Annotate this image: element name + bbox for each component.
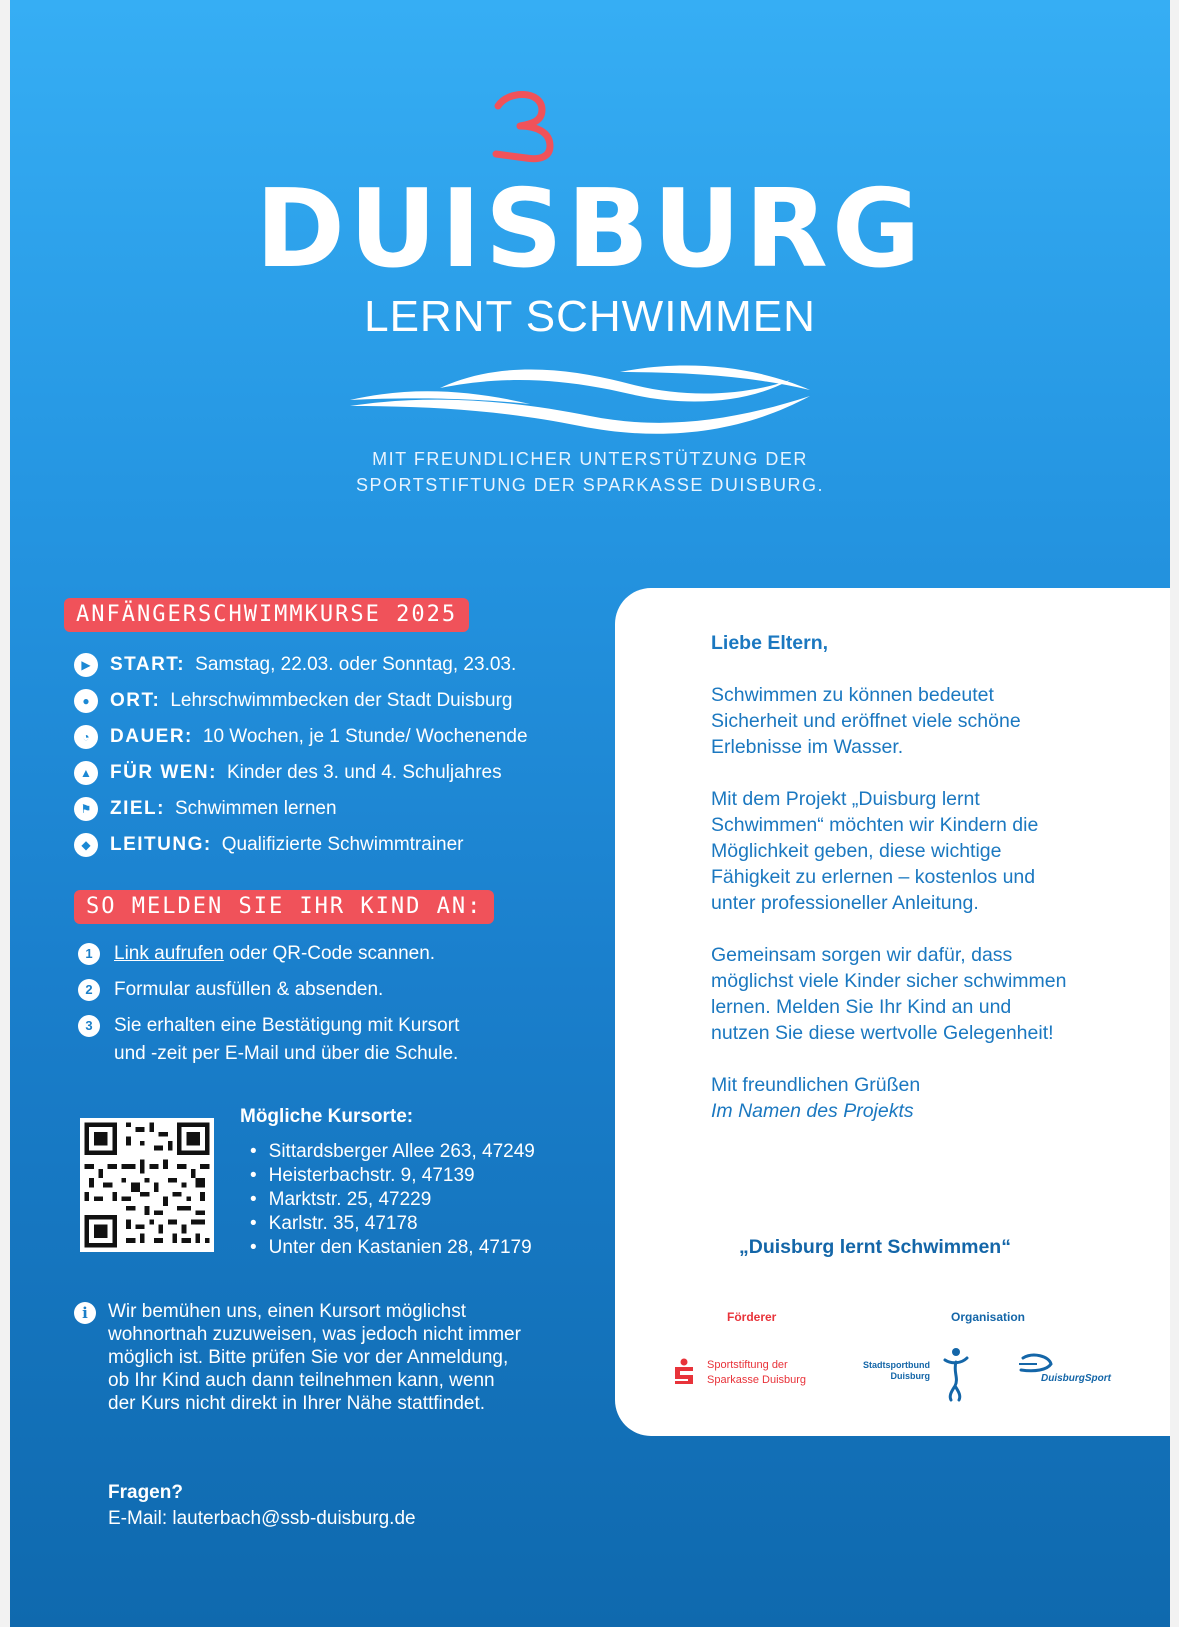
letter-paragraph-1: Schwimmen zu können bedeutet Sicherheit und eröffnet viele schöne Erlebnisse im Wasser.	[711, 684, 1021, 758]
course-heading: ANFÄNGERSCHWIMMKURSE 2025	[64, 598, 469, 632]
fact-label: START:	[110, 654, 186, 675]
letter-paragraph-2: Mit dem Projekt „Duisburg lernt Schwimmen“ möchten wir Kindern die Möglichkeit geben, diese wichtige Fähigkeit zu erlernen – kostenlos und unter professioneller Anleitung.	[711, 788, 1039, 914]
register-heading: SO MELDEN SIE IHR KIND AN:	[74, 890, 494, 924]
list-item: • Karlstr. 35, 47178	[250, 1212, 535, 1236]
sparkasse-line-2: Sparkasse Duisburg	[707, 1374, 807, 1386]
waves-icon	[350, 360, 840, 440]
letter-project-name: „Duisburg lernt Schwimmen“	[739, 1236, 1011, 1258]
letter-signature: Im Namen des Projekts	[711, 1100, 914, 1122]
support-line-1: MIT FREUNDLICHER UNTERSTÜTZUNG DER	[372, 449, 808, 469]
sparkasse-logo-icon	[673, 1358, 695, 1384]
info-note	[74, 1300, 524, 1415]
step-text-line-2: und -zeit per E-Mail und über die Schule.	[114, 1043, 459, 1064]
organisation-label: Organisation	[951, 1310, 1026, 1324]
title-duisburg: DUISBURG	[255, 167, 925, 292]
ssb-text	[863, 1360, 930, 1382]
step-text: Formular ausfüllen & absenden.	[114, 979, 384, 1000]
sparkasse-line-1: Sportstiftung der	[707, 1359, 788, 1371]
contact-email[interactable]: E-Mail: lauterbach@ssb-duisburg.de	[108, 1508, 416, 1529]
play-icon: ▶	[74, 653, 98, 677]
contact-heading: Fragen?	[108, 1482, 183, 1503]
fact-value: Qualifizierte Schwimmtrainer	[221, 834, 464, 855]
fact-value: Kinder des 3. und 4. Schuljahres	[226, 762, 502, 783]
clock-icon: ◔	[74, 725, 98, 749]
list-item: • Sittardsberger Allee 263, 47249	[250, 1140, 535, 1164]
step-1	[78, 940, 598, 968]
stadtsportbund-figure-icon	[941, 1346, 969, 1402]
support-line-2: SPORTSTIFTUNG DER SPARKASSE DUISBURG.	[356, 475, 824, 495]
list-item: • Unter den Kastanien 28, 47179	[250, 1236, 535, 1260]
list-item: • Marktstr. 25, 47229	[250, 1188, 535, 1212]
letter-card	[615, 588, 1170, 1436]
fact-dauer	[74, 719, 594, 755]
duisburgsport-text: DuisburgSport	[1041, 1373, 1111, 1384]
locations-title: Mögliche Kursorte:	[240, 1106, 414, 1127]
step-number: 2	[78, 979, 100, 1001]
fact-value: 10 Wochen, je 1 Stunde/ Wochenende	[202, 726, 528, 747]
fact-leitung	[74, 827, 594, 863]
register-steps	[78, 940, 598, 1076]
locations-list	[250, 1140, 535, 1260]
ssb-line-2: Duisburg	[890, 1371, 930, 1381]
letter-paragraph-3: Gemeinsam sorgen wir dafür, dass möglichst viele Kinder sicher schwimmen lernen. Melden Sie Ihr Kind an und nutzen Sie diese wertvolle Gelegenheit!	[711, 944, 1067, 1044]
fact-fuer-wen	[74, 755, 594, 791]
qr-code-icon[interactable]	[80, 1118, 214, 1252]
fact-label: ORT:	[110, 690, 161, 711]
fact-ort	[74, 683, 594, 719]
foerderer-label: Förderer	[727, 1310, 777, 1324]
fact-value: Schwimmen lernen	[175, 798, 337, 819]
letter-body	[711, 630, 1071, 1124]
whistle-icon: ◆	[74, 833, 98, 857]
step-text-line-1: Sie erhalten eine Bestätigung mit Kursort	[114, 1015, 460, 1036]
fact-label: LEITUNG:	[110, 834, 212, 855]
fact-value: Samstag, 22.03. oder Sonntag, 23.03.	[195, 654, 517, 675]
registration-link[interactable]: Link aufrufen	[114, 943, 224, 964]
letter-greeting: Liebe Eltern,	[711, 632, 829, 654]
step-number: 1	[78, 943, 100, 965]
location-pin-icon: ●	[74, 689, 98, 713]
flyer-page	[10, 0, 1170, 1627]
step-number: 3	[78, 1015, 100, 1037]
sparkasse-text	[707, 1358, 806, 1388]
info-text: Wir bemühen uns, einen Kursort möglichst wohnortnah zuzuweisen, was jedoch nicht immer möglich ist. Bitte prüfen Sie vor der Anmeldung, ob Ihr Kind auch dann teilnehmen kann, wenn der Kurs nicht direkt in Ihrer Nähe stattfindet.	[108, 1301, 521, 1414]
fact-label: DAUER:	[110, 726, 193, 747]
fact-value: Lehrschwimmbecken der Stadt Duisburg	[170, 690, 513, 711]
list-item: • Heisterbachstr. 9, 47139	[250, 1164, 535, 1188]
info-icon: i	[74, 1302, 96, 1324]
support-text	[10, 446, 1170, 498]
flag-icon: ⚑	[74, 797, 98, 821]
course-facts	[74, 647, 594, 863]
step-3	[78, 1012, 598, 1068]
ssb-line-1: Stadtsportbund	[863, 1360, 930, 1370]
step-2	[78, 976, 598, 1004]
letter-closing: Mit freundlichen Grüßen	[711, 1074, 921, 1096]
step-text: oder QR-Code scannen.	[223, 943, 436, 964]
heart-3-logo-icon	[490, 88, 570, 168]
graduation-cap-icon: ▲	[74, 761, 98, 785]
title-lernt-schwimmen: LERNT SCHWIMMEN	[364, 292, 816, 341]
fact-start	[74, 647, 594, 683]
fact-label: FÜR WEN:	[110, 762, 217, 783]
fact-ziel	[74, 791, 594, 827]
fact-label: ZIEL:	[110, 798, 165, 819]
